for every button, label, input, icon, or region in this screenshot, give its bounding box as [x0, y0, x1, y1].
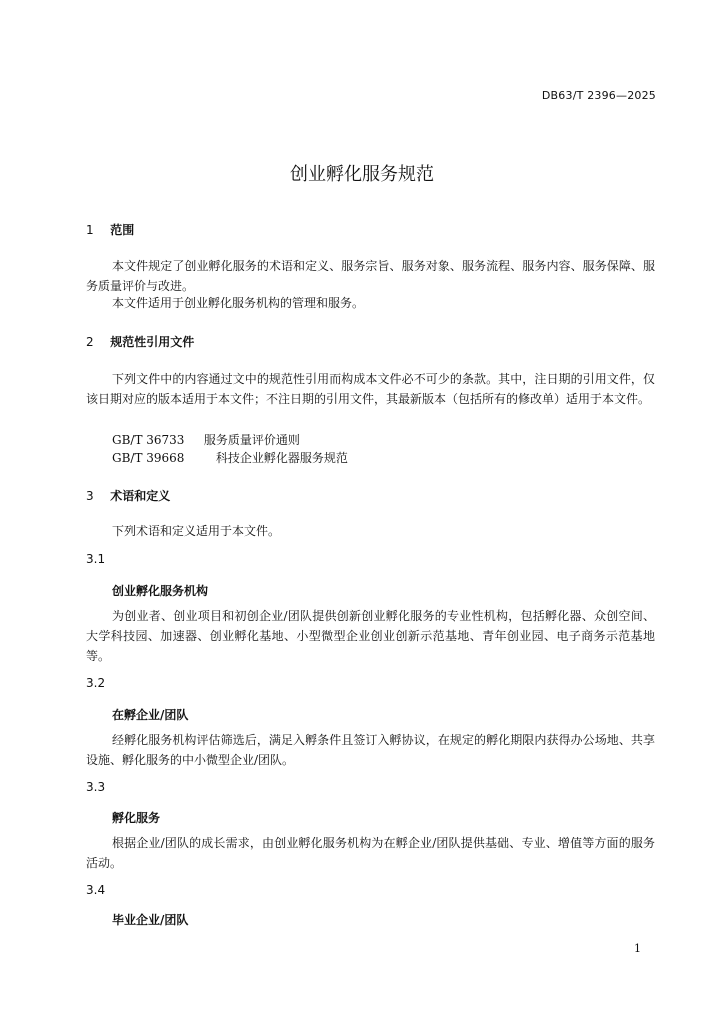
- document-id: DB63/T 2396—2025: [541, 89, 656, 102]
- paragraph: 下列文件中的内容通过文中的规范性引用而构成本文件必不可少的条款。其中，注日期的引用文件，仅该日期对应的版本适用于本文件；不注日期的引用文件，其最新版本（包括所有的修改单）适用于本文件。: [86, 372, 655, 406]
- section-2-heading: [86, 333, 194, 350]
- section-number: 2: [86, 335, 94, 349]
- subsection-number: 3.1: [86, 552, 106, 566]
- paragraph: 本文件适用于创业孵化服务机构的管理和服务。: [112, 296, 365, 310]
- section-3-heading: [86, 487, 170, 504]
- subsection-number: 3.3: [86, 780, 106, 794]
- term-definition: 经孵化服务机构评估筛选后，满足入孵条件且签订入孵协议，在规定的孵化期限内获得办公场地、共享设施、孵化服务的中小微型企业/团队。: [86, 733, 655, 767]
- reference-code: GB/T 36733: [112, 433, 185, 447]
- section-1-heading: [86, 221, 134, 238]
- page-number: 1: [634, 942, 641, 955]
- section-number: 1: [86, 223, 94, 237]
- subsection-number: 3.4: [86, 883, 106, 897]
- reference-code: GB/T 39668: [112, 451, 185, 465]
- reference-name: 服务质量评价通则: [203, 433, 300, 447]
- subsection-number: 3.2: [86, 676, 106, 690]
- reference-item: [112, 431, 300, 448]
- section-title: 范围: [110, 223, 135, 237]
- paragraph: 下列术语和定义适用于本文件。: [112, 524, 281, 538]
- page-title: 创业孵化服务规范: [290, 164, 434, 185]
- term-name: 孵化服务: [112, 811, 161, 825]
- reference-name: 科技企业孵化器服务规范: [215, 451, 348, 465]
- term-definition: 为创业者、创业项目和初创企业/团队提供创新创业孵化服务的专业性机构，包括孵化器、众创空间、大学科技园、加速器、创业孵化基地、小型微型企业创业创新示范基地、青年创业园、电子商务示范基地等。: [86, 609, 655, 663]
- section-number: 3: [86, 489, 94, 503]
- reference-item: [112, 449, 348, 466]
- paragraph: 本文件规定了创业孵化服务的术语和定义、服务宗旨、服务对象、服务流程、服务内容、服务保障、服务质量评价与改进。: [86, 259, 655, 293]
- term-name: 在孵企业/团队: [112, 708, 189, 722]
- term-name: 毕业企业/团队: [112, 913, 189, 927]
- term-name: 创业孵化服务机构: [112, 584, 209, 598]
- section-title: 规范性引用文件: [110, 335, 195, 349]
- section-title: 术语和定义: [110, 489, 171, 503]
- term-definition: 根据企业/团队的成长需求，由创业孵化服务机构为在孵企业/团队提供基础、专业、增值等方面的服务活动。: [86, 836, 655, 870]
